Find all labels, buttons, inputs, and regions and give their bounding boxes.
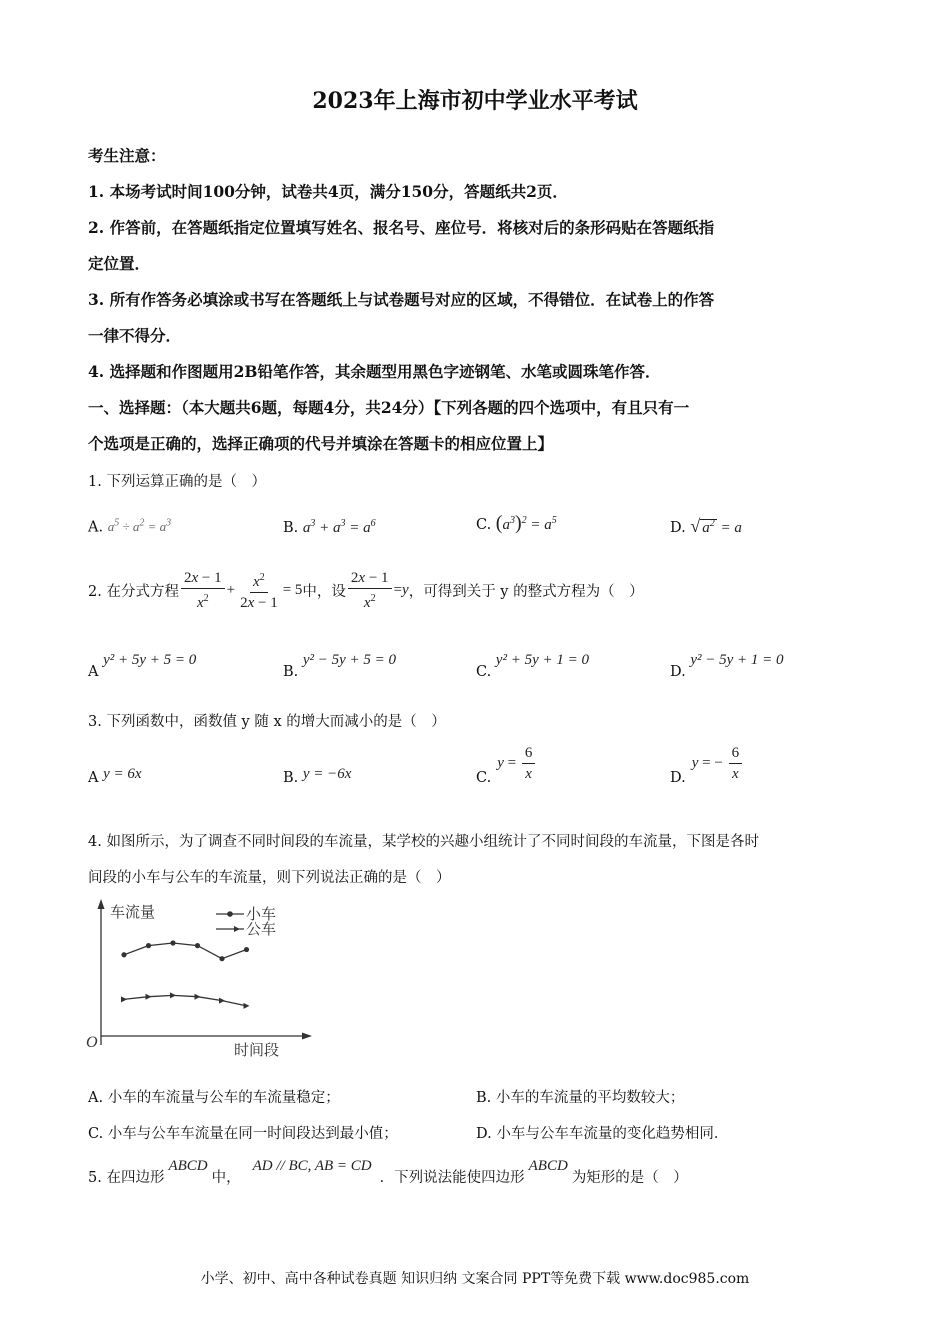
q2-label-c: C. [476, 664, 492, 680]
data-point-car-4 [195, 943, 200, 948]
section1-line1: 一、选择题：（本大题共6题，每题4分，共24分）【下列各题的四个选项中，有且只有一 [88, 398, 690, 417]
notice-item-3b: 一律不得分． [88, 326, 182, 345]
q4-option-a[interactable]: A. 小车的车流量与公车的车流量稳定； [88, 1090, 340, 1106]
notice-item-2b: 定位置． [88, 254, 151, 273]
q5-stem [88, 1158, 688, 1186]
data-point-bus-4 [195, 994, 201, 1000]
q4-option-c[interactable]: C. 小车与公车车流量在同一时间段达到最小值； [88, 1126, 398, 1142]
q2-stem [88, 566, 644, 614]
q4-option-b[interactable]: B. 小车的车流量的平均数较大； [476, 1090, 685, 1106]
q3-formula-a: y = 6x [103, 766, 142, 782]
q1-option-b[interactable] [283, 518, 376, 537]
q2-stem-mid: 中，设 [302, 583, 346, 600]
x-axis-label: 时间段 [234, 1043, 280, 1059]
q5-stem-post1: ．下列说法能使四边形 [379, 1170, 525, 1186]
q3-label-a: A [88, 770, 99, 786]
q1-formula-b: $a^3 + a^3 = a^6$ [302, 518, 376, 536]
q5-stem-pre: 5. 在四边形 [88, 1170, 165, 1186]
q1-option-a[interactable] [88, 518, 171, 535]
q5-quad-2: ABCD [528, 1158, 568, 1174]
series-line-car [124, 943, 247, 959]
q4-stem-line1: 4. 如图所示，为了调查不同时间段的车流量，某学校的兴趣小组统计了不同时间段的车流量，下图是各时 [88, 834, 759, 850]
q3-option-a[interactable] [88, 766, 142, 786]
data-point-car-2 [146, 943, 151, 948]
q4-option-d[interactable]: D. 小车与公车车流量的变化趋势相同． [476, 1126, 729, 1142]
q3-label-d: D. [670, 769, 686, 786]
q2-formula-b: y² − 5y + 5 = 0 [302, 652, 397, 668]
q2-label-d: D. [670, 664, 686, 680]
q3-option-c[interactable] [476, 744, 537, 786]
q1-label-c: C. [476, 517, 492, 533]
section1-line2: 个选项是正确的，选择正确项的代号并填涂在答题卡的相应位置上】 [88, 434, 554, 453]
q5-stem-mid: 中， [211, 1170, 241, 1186]
q3-option-b[interactable] [283, 766, 352, 786]
q4-stem-line2: 间段的小车与公车的车流量，则下列说法正确的是（ ） [88, 870, 451, 886]
q3-stem: 3. 下列函数中，函数值 y 随 x 的增大而减小的是（ ） [88, 714, 446, 730]
q2-equation: $\frac{2x - 1}{x^2}$ + $\frac{x^2}{2x - 1}$ = 5 [179, 569, 302, 612]
q3-option-d[interactable] [670, 744, 744, 786]
q2-stem-pre: 2. 在分式方程 [88, 583, 179, 600]
q5-stem-post2: 为矩形的是（ ） [571, 1170, 688, 1186]
q2-formula-d: y² − 5y + 1 = 0 [690, 652, 784, 668]
y-axis-label: 车流量 [110, 905, 156, 921]
q2-label-b: B. [283, 664, 299, 680]
q1-formula-c: $(a^3)^2 = a^5$ [495, 512, 557, 534]
legend-bus-marker [234, 926, 240, 932]
data-point-car-1 [121, 952, 126, 957]
series-line-bus [124, 995, 247, 1005]
q1-label-a: A. [88, 519, 104, 536]
q5-quad-1: ABCD [168, 1158, 208, 1174]
legend-car-label: 小车 [246, 907, 277, 923]
q1-label-d: D. [670, 520, 686, 536]
q2-formula-c: y² + 5y + 1 = 0 [495, 652, 589, 668]
data-point-car-3 [170, 940, 175, 945]
origin-label: O [86, 1034, 98, 1051]
q1-formula-d: √ $a^2 = a$ [690, 516, 742, 536]
legend-bus-label: 公车 [246, 922, 277, 938]
q2-stem-post: ，可得到关于 y 的整式方程为（ ） [408, 583, 644, 600]
page-title: 2023年上海市初中学业水平考试 [312, 88, 638, 114]
q2-substitution: $\frac{2x - 1}{x^2}$ = y [346, 569, 409, 612]
q1-option-c[interactable] [476, 512, 557, 535]
q2-option-b[interactable] [283, 652, 397, 680]
q1-stem: 1. 下列运算正确的是（ ） [88, 474, 266, 490]
data-point-bus-1 [121, 996, 127, 1002]
page-footer: 小学、初中、高中各种试卷真题 知识归纳 文案合同 PPT等免费下载 www.doc985.com [200, 1271, 750, 1287]
x-axis-arrow [302, 1033, 312, 1040]
q1-formula-a: $a^5 \div a^2 = a^3$ [107, 518, 172, 535]
q2-option-a[interactable] [88, 652, 197, 680]
notice-heading: 考生注意： [88, 146, 166, 165]
q1-label-b: B. [283, 520, 299, 536]
q5-condition: AD // BC, AB = CD [252, 1158, 372, 1174]
data-point-bus-2 [146, 994, 152, 1000]
q3-formula-d: y = − $\frac{6}{x}$ [692, 744, 744, 783]
legend-car-marker [227, 911, 233, 917]
y-axis-arrow [98, 899, 105, 909]
q3-formula-c: y = $\frac{6}{x}$ [497, 744, 537, 783]
data-point-car-5 [219, 956, 224, 961]
data-point-bus-6 [244, 1003, 250, 1009]
q2-formula-a: y² + 5y + 5 = 0 [103, 652, 197, 668]
q2-label-a: A [88, 664, 99, 680]
data-point-bus-5 [219, 998, 225, 1004]
q3-formula-b: y = −6x [302, 766, 352, 782]
q1-option-d[interactable] [670, 516, 742, 537]
traffic-chart [82, 895, 322, 1065]
q2-option-c[interactable] [476, 652, 589, 680]
notice-item-1: 1. 本场考试时间100分钟，试卷共4页，满分150分，答题纸共2页． [88, 182, 568, 201]
data-point-bus-3 [170, 992, 176, 998]
data-point-car-6 [244, 947, 249, 952]
q3-label-b: B. [283, 770, 299, 786]
notice-item-4: 4. 选择题和作图题用2B铅笔作答，其余题型用黑色字迹钢笔、水笔或圆珠笔作答． [88, 362, 661, 381]
q2-option-d[interactable] [670, 652, 784, 680]
notice-item-2a: 2. 作答前，在答题纸指定位置填写姓名、报名号、座位号．将核对后的条形码贴在答题纸指 [88, 218, 715, 237]
q3-label-c: C. [476, 769, 492, 786]
notice-item-3a: 3. 所有作答务必填涂或书写在答题纸上与试卷题号对应的区域，不得错位．在试卷上的作答 [88, 290, 715, 309]
